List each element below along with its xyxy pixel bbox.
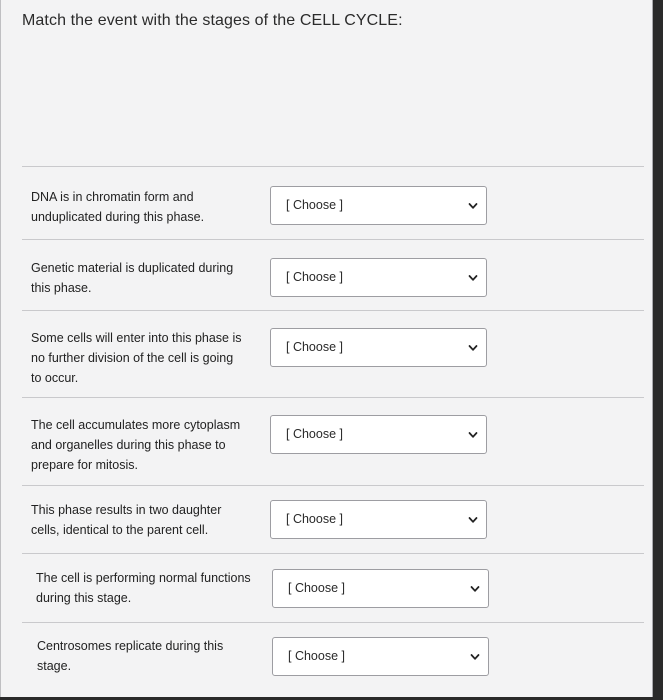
divider <box>22 485 644 486</box>
match-prompt <box>37 636 275 676</box>
divider <box>22 166 644 167</box>
stage-select-2[interactable] <box>270 258 487 297</box>
chevron-down-icon <box>467 272 479 284</box>
select-value: [ Choose ] <box>286 198 343 212</box>
divider <box>22 239 644 240</box>
prompt-line: DNA is in chromatin form and <box>31 190 194 204</box>
match-prompt <box>31 328 269 388</box>
prompt-line: unduplicated during this phase. <box>31 210 205 224</box>
chevron-down-icon <box>467 429 479 441</box>
stage-select-3[interactable] <box>270 328 487 367</box>
chevron-down-icon <box>469 583 481 595</box>
prompt-line: This phase results in two daughter <box>31 503 222 517</box>
select-value: [ Choose ] <box>286 512 343 526</box>
stage-select-7[interactable] <box>272 637 489 676</box>
prompt-line: Some cells will enter into this phase is <box>31 331 242 345</box>
prompt-line: cells, identical to the parent cell. <box>31 523 209 537</box>
prompt-line: The cell is performing normal functions <box>36 571 251 585</box>
match-prompt <box>36 568 274 608</box>
chevron-down-icon <box>469 651 481 663</box>
divider <box>22 553 644 554</box>
select-value: [ Choose ] <box>286 427 343 441</box>
match-prompt <box>31 415 269 475</box>
select-value: [ Choose ] <box>288 581 345 595</box>
prompt-line: no further division of the cell is going <box>31 351 234 365</box>
stage-select-4[interactable] <box>270 415 487 454</box>
prompt-line: and organelles during this phase to <box>31 438 226 452</box>
divider <box>22 622 644 623</box>
prompt-line: Genetic material is duplicated during <box>31 261 234 275</box>
prompt-line: prepare for mitosis. <box>31 458 138 472</box>
match-prompt <box>31 187 269 227</box>
prompt-line: Centrosomes replicate during this <box>37 639 224 653</box>
prompt-line: this phase. <box>31 281 92 295</box>
prompt-line: The cell accumulates more cytoplasm <box>31 418 241 432</box>
prompt-line: during this stage. <box>36 591 132 605</box>
divider <box>22 397 644 398</box>
question-title: Match the event with the stages of the CELL CYCLE: <box>22 12 403 29</box>
select-value: [ Choose ] <box>288 649 345 663</box>
stage-select-5[interactable] <box>270 500 487 539</box>
select-value: [ Choose ] <box>286 270 343 284</box>
divider <box>22 310 644 311</box>
prompt-line: to occur. <box>31 371 79 385</box>
select-value: [ Choose ] <box>286 340 343 354</box>
prompt-line: stage. <box>37 659 72 673</box>
match-prompt <box>31 258 269 298</box>
chevron-down-icon <box>467 200 479 212</box>
chevron-down-icon <box>467 342 479 354</box>
chevron-down-icon <box>467 514 479 526</box>
match-prompt <box>31 500 269 540</box>
stage-select-1[interactable] <box>270 186 487 225</box>
stage-select-6[interactable] <box>272 569 489 608</box>
